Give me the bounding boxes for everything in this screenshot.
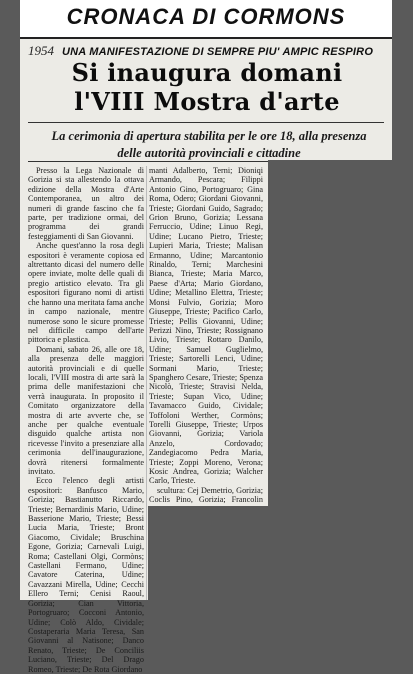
paragraph: Presso la Lega Nazionale di Gorizia si sta allestendo la ottava edizione della Mostra d'Arte Contemporanea, un altro dei numeri di grande fascino che fa parte, per tradizione ormai, del programma dei grandi festeggiamenti di San Giovanni. — [28, 166, 144, 241]
headline-line-2: l'VIII Mostra d'arte — [74, 87, 340, 116]
subheadline: La cerimonia di apertura stabilita per le ore 18, alla presenza delle autorità provinciali e cittadine — [51, 129, 367, 160]
paragraph: scultura: Cej Demetrio, Gorizia; Coclis Pino, Gorizia; Francolin — [149, 485, 263, 505]
article-column-2 — [149, 166, 263, 504]
handwritten-year: 1954 — [28, 43, 54, 58]
paragraph: Domani, sabato 26, alle ore 18, alla presenza delle maggiori autorità provinciali e di quelle locali, l'VIII mostra di arte sarà la prima delle manifestazioni che verrà inaugurata. In proposito il Comitato organizzatore della mostra di arte avverte che, se anche per qualche eventuale disguido qualche artista non ricevesse l'invito a presenziare alla cerimonia dell'inaugurazione, dovrà ritenersi formalmente invitato. — [28, 344, 144, 476]
paragraph: Ecco l'elenco degli artisti espositori: Banfusco Mario, Gorizia; Bastianutto Riccardo, Trieste; Bernardinis Mario, Udine; Basserione Mario, Trieste; Bessi Lucia Maria, Trieste; Bront Giacomo, Cividale; Bruschina Egone, Gorizia; Carnevali Luigi, Roma; Castellani Olgi, Cormòns; Castellani Fermano, Udine; Cavatore Caterina, Udine; Cavazzani Mirella, Udine; Cecchi Ellero Terni; Cenisi Raoul, Gorizia; Cian Vittoria, Portogruaro; Cocconi Antonio, Udine; Colò Aldo, Cividale; Costaperaria Maria Teresa, San Giovanni al Natisone; Danco Renato, Trieste; De Conciliis Luciano, Trieste; Del Drago Romeo, Trieste; De Rota Giordano — [28, 476, 144, 674]
newspaper-clipping — [20, 0, 392, 674]
masthead-band — [20, 0, 392, 39]
kicker-line: UNA MANIFESTAZIONE DI SEMPRE PIU' AMPIC RESPIRO — [62, 46, 374, 58]
kicker-row — [28, 42, 388, 58]
section-masthead: CRONACA DI CORMONS — [66, 4, 346, 29]
headline — [26, 58, 388, 116]
headline-line-1: Si inaugura domani — [71, 58, 343, 87]
column-divider — [146, 166, 147, 600]
article-column-1 — [28, 166, 144, 674]
background-area — [148, 506, 268, 600]
paragraph: manti Adalberto, Terni; Dioniqi Armando, Pescara; Filippi Antonio Gino, Portogruaro; Gina Roma, Odero; Giordani Giovanni, Trieste; Giordani Guido, Sagrado; Grion Bruno, Gorizia; Lessana Ferruccio, Udine; Linuo Regi, Udine; Lucano Pietro, Trieste; Lupieri Maria, Trieste; Malisan Ermanno, Udine; Marcantonio Rinaldo, Terni; Marchesini Bianca, Trieste; Maria Marco, Paese d'Arta; Mario Giordano, Udine; Metallino Elettra, Trieste; Monsi Fulvio, Gorizia; Moro Giuseppe, Trieste; Pacifico Carlo, Trieste; Pellis Giovanni, Udine; Perizzi Nino, Trieste; Rossignano Livio, Trieste; Rottaro Danilo, Udine; Samuel Guglielmo, Trieste; Sartorelli Lenci, Udine; Sormani Mario, Trieste; Spanghero Cesare, Trieste; Spenza Nicolò, Trieste; Stravisi Nelda, Trieste; Supan Vico, Udine; Tavamacco Guido, Cividale; Toffoloni Werther, Cormòns; Torelli Giuseppe, Trieste; Urpos Giovanni, Gorizia; Variola Anzelo, Cordovado; Zandegiacomo Pedra Maria, Trieste; Zoppi Moreno, Verona; Kosic Andrea, Gorizia; Walcher Carlo, Trieste. — [149, 166, 263, 486]
divider-rule — [28, 122, 384, 123]
paragraph: Anche quest'anno la rosa degli espositori è veramente copiosa ed altrettanto dicasi del numero delle opere inviate, molte delle quali di pregio artistico elevato. Tra gli espositori figurano nomi di artisti che hanno una meritata fama anche in campo nazionale, mentre numerose sono le sicure promesse nel difficile campo dell'arte pittorica e plastica. — [28, 241, 144, 345]
background-area — [268, 160, 392, 600]
